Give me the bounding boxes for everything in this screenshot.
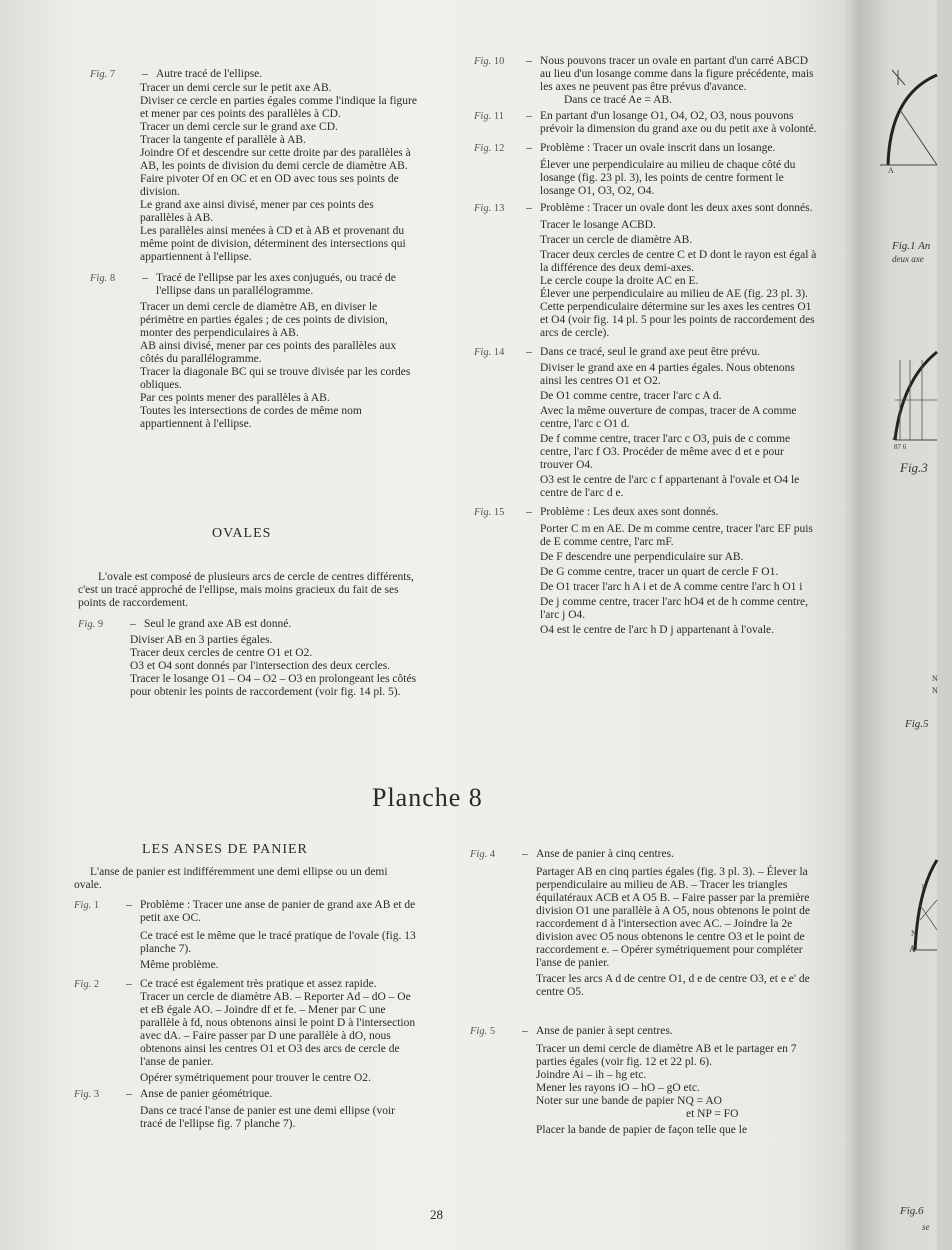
fig-15-line: De G comme centre, tracer un quart de cercle F O1. (540, 566, 779, 578)
fig-15-line: Porter C m en AE. De m comme centre, tracer l'arc EF puis de E comme centre, l'arc mF. (540, 523, 813, 548)
right-page-figures (860, 0, 937, 1250)
fig-9-heading: Seul le grand axe AB est donné. (144, 618, 292, 630)
fig-number: 10 (493, 56, 505, 67)
fig-10-heading: Nous pouvons tracer un ovale en partant d'un carré ABCD au lieu d'un losange comme dans la figure précédente, mais les axes ne peuvent pas être prévus d'avance. (540, 55, 814, 93)
figure-line (892, 70, 937, 165)
fig-11-heading: En partant d'un losange O1, O4, O2, O3, nous pouvons prévoir la dimension du grand axe ou du petit axe à volonté. (540, 110, 817, 135)
fig-number: 9 (97, 619, 104, 630)
fig-15-line: O4 est le centre de l'arc h D j appartenant à l'ovale. (540, 624, 775, 636)
fig-2-line: Tracer un cercle de diamètre AB. – Reporter Ad – dO – Oe et eB égale AO. – Joindre df et fe. – Mener par C une parallèle à fd, nous obtenons ainsi le point D à l'intersection avec dA. – Faire passer par D une parallèle à dO, nous obtenons ainsi les centres O1 et O3 des arcs de cercle de l'anse de panier. (140, 991, 416, 1068)
fig-number: 15 (493, 507, 505, 518)
fig-8-line: Tracer un demi cercle de diamètre AB, en diviser le périmètre en parties égales ; de ces points de division, monter des perpendiculaires à AB. (140, 301, 388, 339)
fig-1-heading: Problème : Tracer une anse de panier de grand axe AB et de petit axe OC. (140, 899, 416, 924)
fig-number: 5 (489, 1026, 496, 1037)
fig-8-line: Tracer la diagonale BC qui se trouve divisée par les cordes obliques. (140, 366, 411, 391)
fig-1-line: Même problème. (140, 959, 219, 971)
fig-9-line: Tracer deux cercles de centre O1 et O2. (130, 647, 313, 659)
anses-intro (74, 866, 414, 892)
fig-4-heading: Anse de panier à cinq centres. (536, 848, 674, 860)
fig-7-line: Tracer un demi cercle sur le grand axe CD. (140, 121, 338, 133)
book-page-right-edge (860, 0, 937, 1250)
fig-3-heading: Anse de panier géométrique. (140, 1088, 273, 1100)
fig-number: 2 (93, 979, 100, 990)
right-column-bottom (470, 848, 818, 1140)
fig-4-line: Partager AB en cinq parties égales (fig. 3 pl. 3). – Élever la perpendiculaire au milieu de AB. – Tracer les triangles équilatéraux ACB et A O5 B. – Faire passer par la première division O1 une parallèle à A O5, nous obtenons le point de raccordement d à l'intersection avec AC. – Joindre la 2e division avec O5 nous obtenons le centre O3 et le point de raccordement e. – Opérer symétriquement pour compléter l'anse de panier. (536, 866, 811, 969)
fig-label: Fig. (474, 143, 492, 154)
fig-7-line: Tracer la tangente ef parallèle à AB. (140, 134, 306, 146)
fig-9-line: Diviser AB en 3 parties égales. (130, 634, 273, 646)
fig-10-entry: Fig. 10 – Nous pouvons tracer un ovale en partant d'un carré ABCD au lieu d'un losange comme dans la figure précédente, mais les axes ne peuvent pas être prévus d'avance. Dans ce tracé Ae = AB. (474, 55, 819, 107)
fig-5-line: Tracer un demi cercle de diamètre AB et le partager en 7 parties égales (voir fig. 12 et 22 pl. 6). (536, 1043, 797, 1068)
fig-8-line: AB ainsi divisé, mener par ces points des parallèles aux côtés du parallélogramme. (140, 340, 397, 365)
anses-intro-text: L'anse de panier est indifféremment une demi ellipse ou un demi ovale. (74, 866, 388, 891)
fig-3-entry: Fig. 3 – Anse de panier géométrique. Dans ce tracé l'anse de panier est une demi ellipse (voir tracé de l'ellipse fig. 7 planche 7). (74, 1088, 416, 1131)
fig-5-caption: Fig.5 (905, 718, 929, 730)
fig-2-entry: Fig. 2 – Ce tracé est également très pratique et assez rapide. Tracer un cercle de diamètre AB. – Reporter Ad – dO – Oe et eB égale AO. – Joindre df et fe. – Mener par C une parallèle à fd, nous obtenons ainsi le point D à l'intersection avec dA. – Faire passer par D une parallèle à dO, nous obtenons ainsi les centres O1 et O3 des arcs de cercle de l'anse de panier. Opérer symétriquement pour trouver le centre O2. (74, 978, 416, 1084)
fig-label: Fig. (474, 111, 492, 122)
fig-label: Fig. (78, 619, 96, 630)
fig-11-entry: Fig. 11 – En partant d'un losange O1, O4, O2, O3, nous pouvons prévoir la dimension du grand axe ou du petit axe à volonté. (474, 110, 819, 136)
right-column-top (474, 55, 819, 640)
fig-5-line: Mener les rayons iO – hO – gO etc. (536, 1082, 700, 1094)
fig-1-entry: Fig. 1 – Problème : Tracer une anse de panier de grand axe AB et de petit axe OC. Ce tracé est le même que le tracé pratique de l'ovale (fig. 13 planche 7). Même problème. (74, 899, 416, 971)
fig-label: Fig. (470, 1026, 488, 1037)
fig-1-caption-2: deux axe (892, 254, 924, 264)
fig-14-line: Diviser le grand axe en 4 parties égales. Nous obtenons ainsi les centres O1 et O2. (540, 362, 795, 387)
fig-4-line: Tracer les arcs A d de centre O1, d e de centre O3, et e e' de centre O5. (536, 973, 810, 998)
fig-6-caption: Fig.6 (900, 1205, 924, 1217)
fig-12-entry: Fig. 12 – Problème : Tracer un ovale inscrit dans un losange. Élever une perpendiculaire au milieu de chaque côté du losange (fig. 23 pl. 3), les points de centre forment le losange O1, O3, O2, O4. (474, 142, 819, 198)
fig-8-line: Par ces points mener des parallèles à AB. (140, 392, 330, 404)
fig-label: Fig. (474, 507, 492, 518)
fig-15-entry: Fig. 15 – Problème : Les deux axes sont donnés. Porter C m en AE. De m comme centre, tracer l'arc EF puis de E comme centre, l'arc mF. De F descendre une perpendiculaire sur AB. De G comme centre, tracer un quart de cercle F O1. De O1 tracer l'arc h A i et de A comme centre l'arc h O1 i De j comme centre, tracer l'arc hO4 et de h comme centre, l'arc j O4. O4 est le centre de l'arc h D j appartenant à l'ovale. (474, 506, 819, 637)
point-label: A (888, 166, 894, 175)
fig-5-line: et NP = FO (686, 1108, 739, 1120)
fig-number: 8 (109, 273, 116, 284)
point-label: k (922, 883, 926, 891)
fig-8-heading: Tracé de l'ellipse par les axes conjugués, ou tracé de l'ellipse dans un parallélogramme. (156, 272, 396, 297)
fig-9-line: Tracer le losange O1 – O4 – O2 – O3 en prolongeant les côtés pour obtenir les points de raccordement (voir fig. 14 pl. 5). (130, 673, 417, 698)
fig-14-line: De f comme centre, tracer l'arc c O3, puis de c comme centre, l'arc f O3. Procéder de même avec d et e pour trouver O4. (540, 433, 791, 471)
fig-label: Fig. (474, 203, 492, 214)
figure-arc (895, 352, 937, 440)
fig-7-line: Faire pivoter Of en OC et en OD avec tous ses points de division. (140, 173, 399, 198)
fig-15-heading: Problème : Les deux axes sont donnés. (540, 506, 719, 518)
fig-9-lines (78, 634, 418, 699)
point-label: N (932, 674, 938, 683)
ovales-heading: OVALES (212, 526, 272, 541)
fig-1-line: Ce tracé est le même que le tracé pratique de l'ovale (fig. 13 planche 7). (140, 930, 416, 955)
fig-13-entry: Fig. 13 – Problème : Tracer un ovale dont les deux axes sont donnés. Tracer le losange ACBD. Tracer un cercle de diamètre AB. Tracer deux cercles de centre C et D dont le rayon est égal à la différence des deux demi-axes. Le cercle coupe la droite AC en E. Élever une perpendiculaire au milieu de AE (fig. 23 pl. 3). Cette perpendiculaire détermine sur les axes les centres O1 et O4 (voir fig. 14 pl. 5 pour les points de raccordement des arcs de cercle). (474, 202, 819, 340)
fig-3-caption: Fig.3 (900, 460, 928, 475)
fig-number: 1 (93, 900, 100, 911)
fig-14-entry: Fig. 14 – Dans ce tracé, seul le grand axe peut être prévu. Diviser le grand axe en 4 parties égales. Nous obtenons ainsi les centres O1 et O2. De O1 comme centre, tracer l'arc c A d. Avec la même ouverture de compas, tracer de A comme centre, l'arc c O1 d. De f comme centre, tracer l'arc c O3, puis de c comme centre, l'arc f O3. Procéder de même avec d et e pour trouver O4. O3 est le centre de l'arc c f appartenant à l'ovale et O4 le centre de l'arc d e. (474, 346, 819, 500)
fig-7-line: Le grand axe ainsi divisé, mener par ces points des parallèles à AB. (140, 199, 374, 224)
fig-1-caption: Fig.1 An (892, 240, 931, 252)
left-column-top (90, 68, 420, 431)
fig-number: 4 (489, 849, 496, 860)
fig-2-line: Opérer symétriquement pour trouver le centre O2. (140, 1072, 371, 1084)
left-column-bottom (74, 899, 416, 1134)
fig-number: 14 (493, 347, 505, 358)
point-label: l (918, 912, 920, 920)
fig-5-line: Joindre Ai – ih – hg etc. (536, 1069, 647, 1081)
fig-number: 12 (493, 143, 505, 154)
fig-13-line: Tracer deux cercles de centre C et D dont le rayon est égal à la différence des deux demi-axes. (540, 249, 817, 274)
fig-10-line: Dans ce tracé Ae = AB. (564, 94, 673, 106)
ovales-intro (78, 571, 416, 610)
fig-5-line: Placer la bande de papier de façon telle que le (536, 1124, 748, 1136)
planche-title: Planche 8 (372, 783, 483, 812)
fig-9-entry: Fig. 9 – Seul le grand axe AB est donné. (78, 618, 418, 631)
fig-5-line: Noter sur une bande de papier NQ = AO (536, 1095, 722, 1107)
point-label: A (892, 433, 898, 442)
fig-number: 11 (493, 111, 504, 122)
fig-label: Fig. (90, 69, 108, 80)
fig-label: Fig. (474, 347, 492, 358)
fig-13-line: Tracer le losange ACBD. (540, 219, 656, 231)
fig-label: Fig. (474, 56, 492, 67)
fig-13-heading: Problème : Tracer un ovale dont les deux axes sont donnés. (540, 202, 813, 214)
figure-arc (915, 860, 937, 950)
fig-label: Fig. (74, 900, 92, 911)
fig-15-line: De F descendre une perpendiculaire sur AB. (540, 551, 744, 563)
point-label: N (911, 929, 917, 938)
point-label: N (932, 686, 938, 695)
fig-7-line: Tracer un demi cercle sur le petit axe AB. (140, 82, 332, 94)
fig-7-line: Les parallèles ainsi menées à CD et à AB et provenant du même point de division, déterminent des intersections qui appartiennent à l'ellipse. (140, 225, 406, 263)
fig-label: Fig. (470, 849, 488, 860)
fig-14-line: De O1 comme centre, tracer l'arc c A d. (540, 390, 722, 402)
ovales-intro-text: L'ovale est composé de plusieurs arcs de cercle de centres différents, c'est un tracé approché de l'ellipse, mais moins gracieux du fait de ses points de raccordement. (78, 571, 414, 609)
fig-9-line: O3 et O4 sont donnés par l'intersection des deux cercles. (130, 660, 391, 672)
fig-7-line: Diviser ce cercle en parties égales comme l'indique la figure et mener par ces points des parallèles à CD. (140, 95, 417, 120)
fig-12-heading: Problème : Tracer un ovale inscrit dans un losange. (540, 142, 776, 154)
fig-12-line: Élever une perpendiculaire au milieu de chaque côté du losange (fig. 23 pl. 3), les points de centre forment le losange O1, O3, O2, O4. (540, 159, 796, 197)
fig-13-line: Cette perpendiculaire détermine sur les axes les centres O1 et O4 (voir fig. 14 pl. 5 pour les points de raccordement des arcs de cercle). (540, 301, 815, 339)
fig-14-heading: Dans ce tracé, seul le grand axe peut être prévu. (540, 346, 760, 358)
fig-number: 13 (493, 203, 505, 214)
fig-label: Fig. (74, 1089, 92, 1100)
fig-7-heading: Autre tracé de l'ellipse. (156, 68, 263, 80)
point-label: 87 6 (894, 443, 907, 451)
figure-arc (888, 75, 937, 165)
fig-15-line: De O1 tracer l'arc h A i et de A comme centre l'arc h O1 i (540, 581, 803, 593)
fig-5-heading: Anse de panier à sept centres. (536, 1025, 673, 1037)
fig-label: Fig. (74, 979, 92, 990)
fig-9-block (78, 618, 418, 699)
fig-3-line: Dans ce tracé l'anse de panier est une demi ellipse (voir tracé de l'ellipse fig. 7 planche 7). (140, 1105, 395, 1130)
fig-7-line: Joindre Of et descendre sur cette droite par des parallèles à AB, les points de division du demi cercle de diamètre AB. (140, 147, 411, 172)
fig-number: 7 (109, 69, 116, 80)
fig-5-entry: Fig. 5 – Anse de panier à sept centres. Tracer un demi cercle de diamètre AB et le partager en 7 parties égales (voir fig. 12 et 22 pl. 6). Joindre Ai – ih – hg etc. Mener les rayons iO – hO – gO etc. Noter sur une bande de papier NQ = AO et NP = FO Placer la bande de papier de façon telle que le (470, 1025, 818, 1137)
fig-13-line: Élever une perpendiculaire au milieu de AE (fig. 23 pl. 3). (540, 288, 808, 300)
fig-7-entry: Fig. 7 – Autre tracé de l'ellipse. (90, 68, 420, 81)
fig-number: 3 (93, 1089, 100, 1100)
fig-6-caption-2: se (922, 1222, 930, 1232)
fig-4-entry: Fig. 4 – Anse de panier à cinq centres. Partager AB en cinq parties égales (fig. 3 pl. 3). – Élever la perpendiculaire au milieu de AB. – Tracer les triangles équilatéraux ACB et A O5 B. – Faire passer par la première division O1 une parallèle à A O5, nous obtenons le point de raccordement d à l'intersection avec AC. – Joindre la 2e division avec O5 nous obtenons le centre O3 et le point de raccordement e. – Opérer symétriquement pour compléter l'anse de panier. Tracer les arcs A d de centre O1, d e de centre O3, et e e' de centre O5. (470, 848, 818, 999)
fig-7-lines (90, 82, 420, 264)
fig-label: Fig. (90, 273, 108, 284)
anses-heading: LES ANSES DE PANIER (142, 842, 308, 857)
fig-13-line: Le cercle coupe la droite AC en E. (540, 275, 699, 287)
fig-8-entry: Fig. 8 – Tracé de l'ellipse par les axes conjugués, ou tracé de l'ellipse dans un parallélogramme. (90, 272, 420, 298)
fig-8-line: Toutes les intersections de cordes de même nom appartiennent à l'ellipse. (140, 405, 362, 430)
fig-13-line: Tracer un cercle de diamètre AB. (540, 234, 693, 246)
point-label: A (909, 944, 916, 954)
fig-14-line: O3 est le centre de l'arc c f appartenant à l'ovale et O4 le centre de l'arc d e. (540, 474, 800, 499)
page-number: 28 (430, 1207, 443, 1222)
fig-15-line: De j comme centre, tracer l'arc hO4 et de h comme centre, l'arc j O4. (540, 596, 809, 621)
fig-14-line: Avec la même ouverture de compas, tracer de A comme centre, l'arc c O1 d. (540, 405, 797, 430)
fig-2-heading: Ce tracé est également très pratique et assez rapide. (140, 978, 377, 990)
fig-8-lines (90, 301, 420, 431)
